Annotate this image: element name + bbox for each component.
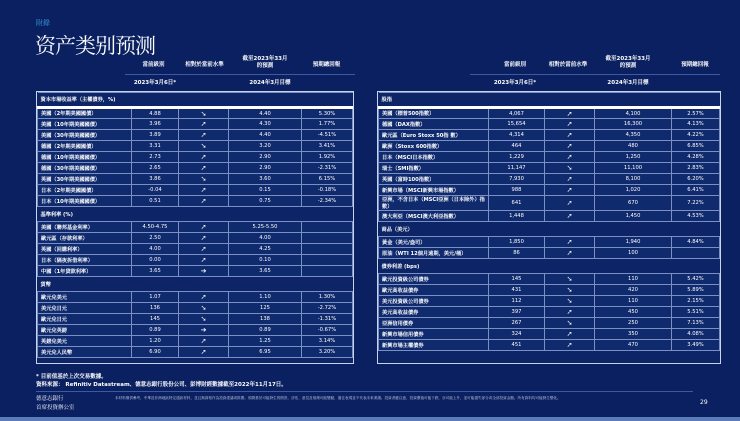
section-title: 商品（美元） [379,222,720,237]
forecast-value: 11,100 [595,163,672,174]
current-value: 3.86 [132,174,179,185]
table-row [38,196,353,207]
date-row [125,74,355,86]
row-label: 美元投資級公司債券 [379,296,489,307]
forecast-value: 6.95 [229,347,302,358]
target-date: 2024年3月目標 [249,80,291,86]
row-label: 美元高收益債券 [379,307,489,318]
current-value: 641 [489,196,545,211]
table-row [38,130,353,141]
table-row [38,255,353,266]
up-arrow-icon: ➚ [179,233,229,244]
expected-return: 1.30% [302,292,353,303]
forecast-value: 0.75 [229,196,302,207]
row-label: 英鎊兌美元 [38,336,132,347]
forecast-value: 0.15 [229,185,302,196]
current-value: 1,448 [489,211,545,222]
current-value: 2.73 [132,152,179,163]
flat-arrow-icon: ➔ [179,266,229,277]
date-row [470,74,720,86]
row-label: 英國（富時100指數） [379,174,489,185]
down-arrow-icon: ➘ [545,274,595,285]
forecast-value: 350 [595,329,672,340]
left-forecast-table [36,91,354,364]
current-value: 4,314 [489,130,545,141]
forecast-value: 1.10 [229,292,302,303]
expected-return: 4.22% [672,130,720,141]
current-value: 3.96 [132,119,179,130]
up-arrow-icon: ➚ [545,307,595,318]
up-arrow-icon: ➚ [545,130,595,141]
down-arrow-icon: ➘ [545,285,595,296]
row-label: 歐元兌英鎊 [38,325,132,336]
up-arrow-icon: ➚ [545,196,595,211]
table-row [379,108,720,119]
table-row [38,174,353,185]
expected-return: 5.42% [672,274,720,285]
current-value: 145 [489,274,545,285]
down-arrow-icon: ➘ [179,174,229,185]
table-row [38,163,353,174]
row-label: 美元兌日元 [38,303,132,314]
expected-return: 4.84% [672,237,720,248]
section-title: 債券利差 (bps) [379,259,720,274]
expected-return: 2.15% [672,296,720,307]
table-row [379,196,720,211]
forecast-value: 420 [595,285,672,296]
row-label: 歐元兌美元 [38,292,132,303]
current-value: 988 [489,185,545,196]
table-row [379,340,720,351]
row-label: 亞洲，不含日本（MSCI亞洲（日本除外）指數） [379,196,489,211]
current-value: 464 [489,141,545,152]
row-label: 日本（2年期美國國債） [38,185,132,196]
current-date: 2023年3月6日* [493,80,537,86]
section-header [379,222,720,237]
table-row [38,233,353,244]
forecast-value: 4.40 [229,130,302,141]
page-title: 资产类别预测 [35,34,155,58]
expected-return: -2.34% [302,196,353,207]
row-label: 中國（1年貸款利率） [38,266,132,277]
source-note: 資料來源： Refinitiv Datastream、德意志銀行股份公司、彭博財經數據截至2022年11月17日。 [36,382,287,388]
up-arrow-icon: ➚ [179,292,229,303]
table-row [379,211,720,222]
current-value: 4.88 [132,108,179,119]
table-row [38,325,353,336]
current-value: 267 [489,318,545,329]
expected-return: 2.57% [672,108,720,119]
expected-return: 5.89% [672,285,720,296]
expected-return: 5.51% [672,307,720,318]
forecast-value: 138 [229,314,302,325]
section-header [38,207,353,222]
up-arrow-icon: ➚ [545,211,595,222]
org-line-2: 首席投資辦公室 [36,405,75,411]
up-arrow-icon: ➚ [545,340,595,351]
forecast-value: 250 [595,318,672,329]
table-row [379,185,720,196]
table-row [379,152,720,163]
expected-return [302,233,353,244]
forecast-value: 110 [595,274,672,285]
current-value: 6.90 [132,347,179,358]
up-arrow-icon: ➚ [545,119,595,130]
current-value: 15,654 [489,119,545,130]
row-label: 美國（10年期美國國債） [38,119,132,130]
row-label: 日本（10年期美國國債） [38,196,132,207]
table-row [38,222,353,233]
page-number: 29 [700,399,708,406]
up-arrow-icon: ➚ [179,244,229,255]
row-label: 新興市場（MSCI新興市場指數） [379,185,489,196]
footnote: * 目前值基於上次交易數據。 [36,374,107,380]
expected-return [302,222,353,233]
current-value: 3.89 [132,130,179,141]
current-value: 0.89 [132,325,179,336]
table-row [38,119,353,130]
forecast-value: 2.90 [229,152,302,163]
row-label: 歐元投資級公司債券 [379,274,489,285]
expected-return [302,255,353,266]
section-title: 貨幣 [38,277,353,292]
current-value: 3.31 [132,141,179,152]
forecast-value: 450 [595,307,672,318]
up-arrow-icon: ➚ [179,196,229,207]
row-label: 亞洲信用債券 [379,318,489,329]
up-arrow-icon: ➚ [179,336,229,347]
row-label: 美元兌人民幣 [38,347,132,358]
row-label: 德國（30年期美國國債） [38,163,132,174]
section-title: 基準利率 (%) [38,207,353,222]
row-label: 新興市場主權債券 [379,340,489,351]
row-label: 美國（聯邦基金利率） [38,222,132,233]
section-tag: 附錄 [36,19,50,27]
table-row [379,119,720,130]
current-value: 324 [489,329,545,340]
forecast-value: 125 [229,303,302,314]
row-label: 德國（DAX指數） [379,119,489,130]
current-value: 2.65 [132,163,179,174]
table-row [38,303,353,314]
forecast-value: 110 [595,296,672,307]
table-row [379,141,720,152]
up-arrow-icon: ➚ [545,248,595,259]
current-value: -0.04 [132,185,179,196]
table-row [379,237,720,248]
up-arrow-icon: ➚ [179,119,229,130]
expected-return: 1.77% [302,119,353,130]
up-arrow-icon: ➚ [179,185,229,196]
forecast-value: 1,250 [595,152,672,163]
forecast-value: 3.65 [229,266,302,277]
current-value: 0.51 [132,196,179,207]
section-title: 資本市場收益率（主權債券，%) [38,93,353,108]
current-value: 7,930 [489,174,545,185]
table-row [379,174,720,185]
current-value: 1,229 [489,152,545,163]
forecast-value: 670 [595,196,672,211]
table-row [38,292,353,303]
table-row [38,314,353,325]
col-relative: 相對於當前水準 [548,62,588,68]
table-row [379,285,720,296]
forecast-value: 470 [595,340,672,351]
expected-return: 7.13% [672,318,720,329]
expected-return: 7.22% [672,196,720,211]
expected-return: -0.67% [302,325,353,336]
forecast-value: 1,940 [595,237,672,248]
table-row [379,130,720,141]
expected-return: 3.41% [302,141,353,152]
down-arrow-icon: ➘ [545,296,595,307]
row-label: 美國（2年期美國國債） [38,108,132,119]
current-value: 3.65 [132,266,179,277]
forecast-value: 1,020 [595,185,672,196]
down-arrow-icon: ➘ [179,303,229,314]
up-arrow-icon: ➚ [179,347,229,358]
up-arrow-icon: ➚ [545,108,595,119]
current-value: 451 [489,340,545,351]
right-forecast-table [377,91,721,364]
col-forecast: 截至2023年33月的預測 [242,56,288,69]
table-row [379,296,720,307]
table-row [38,152,353,163]
section-header [379,259,720,274]
up-arrow-icon: ➚ [179,152,229,163]
row-label: 英國（30年期美國國債） [38,174,132,185]
row-label: 歐元區（Euro Stoxx 50指 數） [379,130,489,141]
up-arrow-icon: ➚ [545,185,595,196]
current-value: 112 [489,296,545,307]
expected-return: 3.20% [302,347,353,358]
current-value: 4.50-4.75 [132,222,179,233]
forecast-value: 2.90 [229,163,302,174]
org-name [36,395,75,413]
forecast-value: 3.20 [229,141,302,152]
forecast-value: 100 [595,248,672,259]
forecast-value: 4,350 [595,130,672,141]
section-header [38,93,353,108]
forecast-value: 16,300 [595,119,672,130]
expected-return: 3.49% [672,340,720,351]
table-row [38,108,353,119]
expected-return [302,244,353,255]
forecast-value: 480 [595,141,672,152]
current-value: 11,147 [489,163,545,174]
table-row [379,163,720,174]
current-date: 2023年3月6日* [133,80,177,86]
down-arrow-icon: ➘ [179,314,229,325]
current-value: 145 [132,314,179,325]
table-row [38,141,353,152]
table-row [379,274,720,285]
down-arrow-icon: ➘ [179,108,229,119]
up-arrow-icon: ➚ [545,329,595,340]
current-value: 1.20 [132,336,179,347]
row-label: 美國（標普500指數） [379,108,489,119]
divider [36,391,693,392]
current-value: 4.00 [132,244,179,255]
expected-return [302,266,353,277]
col-return: 預期總回報 [681,62,709,68]
expected-return: -0.18% [302,185,353,196]
up-arrow-icon: ➚ [545,174,595,185]
expected-return: 4.13% [672,119,720,130]
expected-return: -2.31% [302,163,353,174]
forecast-value: 5.25-5.50 [229,222,302,233]
current-value: 86 [489,248,545,259]
table-row [379,248,720,259]
target-date: 2024年3月目標 [607,80,649,86]
current-value: 1,850 [489,237,545,248]
row-label: 瑞士（SMI指數） [379,163,489,174]
row-label: 歐元兌日元 [38,314,132,325]
row-label: 澳大利亞（MSCI澳大利亞指數） [379,211,489,222]
expected-return: -1.31% [302,314,353,325]
up-arrow-icon: ➚ [545,141,595,152]
table-row [38,244,353,255]
forecast-value: 4.30 [229,119,302,130]
table-row [38,347,353,358]
expected-return: 6.20% [672,174,720,185]
up-arrow-icon: ➚ [179,163,229,174]
up-arrow-icon: ➚ [179,255,229,266]
col-relative: 相對於當前水準 [185,62,224,68]
expected-return: 6.41% [672,185,720,196]
current-value: 136 [132,303,179,314]
expected-return: 5.30% [302,108,353,119]
up-arrow-icon: ➚ [179,222,229,233]
col-return: 預期總回報 [312,62,341,68]
up-arrow-icon: ➚ [545,152,595,163]
current-value: 2.50 [132,233,179,244]
current-value: 431 [489,285,545,296]
row-label: 原油（WTI 12個月遠期，美元/桶） [379,248,489,259]
table-row [379,329,720,340]
expected-return [672,248,720,259]
expected-return: 4.08% [672,329,720,340]
row-label: 日本（隔夜拆借利率） [38,255,132,266]
table-row [379,318,720,329]
forecast-value: 1.25 [229,336,302,347]
row-label: 黃金（美元/盎司） [379,237,489,248]
forecast-value: 0.89 [229,325,302,336]
table-row [38,185,353,196]
row-label: 德國（10年期美國國債） [38,152,132,163]
row-label: 歐洲（Stoxx 600指數） [379,141,489,152]
forecast-value: 1,450 [595,211,672,222]
forecast-value: 4.00 [229,233,302,244]
expected-return: -2.72% [302,303,353,314]
current-value: 4,067 [489,108,545,119]
flat-arrow-icon: ➔ [179,325,229,336]
row-label: 英國（回購利率） [38,244,132,255]
expected-return: 4.53% [672,211,720,222]
expected-return: 2.83% [672,163,720,174]
expected-return: -4.51% [302,130,353,141]
forecast-value: 8,100 [595,174,672,185]
footnotes [36,373,287,389]
down-arrow-icon: ➘ [545,163,595,174]
forecast-value: 4.40 [229,108,302,119]
col-current: 當前級別 [503,62,526,68]
expected-return: 6.85% [672,141,720,152]
expected-return: 6.15% [302,174,353,185]
current-value: 397 [489,307,545,318]
table-row [38,336,353,347]
forecast-value: 0.10 [229,255,302,266]
table-row [379,307,720,318]
forecast-value: 4.25 [229,244,302,255]
current-value: 0.00 [132,255,179,266]
row-label: 美國（30年期美國國債） [38,130,132,141]
up-arrow-icon: ➚ [179,130,229,141]
row-label: 歐元高收益債券 [379,285,489,296]
up-arrow-icon: ➚ [545,237,595,248]
current-value: 1.07 [132,292,179,303]
expected-return: 3.14% [302,336,353,347]
expected-return: 4.28% [672,152,720,163]
row-label: 歐元區（存款利率） [38,233,132,244]
expected-return: 1.92% [302,152,353,163]
row-label: 新興市場信用債券 [379,329,489,340]
org-line-1: 德意志銀行 [36,396,64,402]
down-arrow-icon: ➘ [545,318,595,329]
disclaimer: 本材料僅供參考，中華及非洲地區特定通訊材料，並且無資格作為投資建議或推薦。預測基於可能發生的假設，評估、意見及預測可能變動，過往表現並不代表未來業績。投資者應注意，投資價值可能下跌，亦可能上升，並可能損失部分或全部投資金額。所有資料均可能發生變化。 [115,396,561,400]
row-label: 日本（MSCI日本指數） [379,152,489,163]
bottom-bar [0,417,740,421]
row-label: 德國（2年期美國國債） [38,141,132,152]
col-forecast: 截至2023年33月的預測 [605,56,651,69]
col-current: 當前級別 [142,62,165,68]
down-arrow-icon: ➘ [179,141,229,152]
section-header [379,93,720,108]
table-row [38,266,353,277]
section-header [38,277,353,292]
forecast-value: 4,100 [595,108,672,119]
forecast-value: 3.60 [229,174,302,185]
section-title: 股指 [379,93,720,108]
